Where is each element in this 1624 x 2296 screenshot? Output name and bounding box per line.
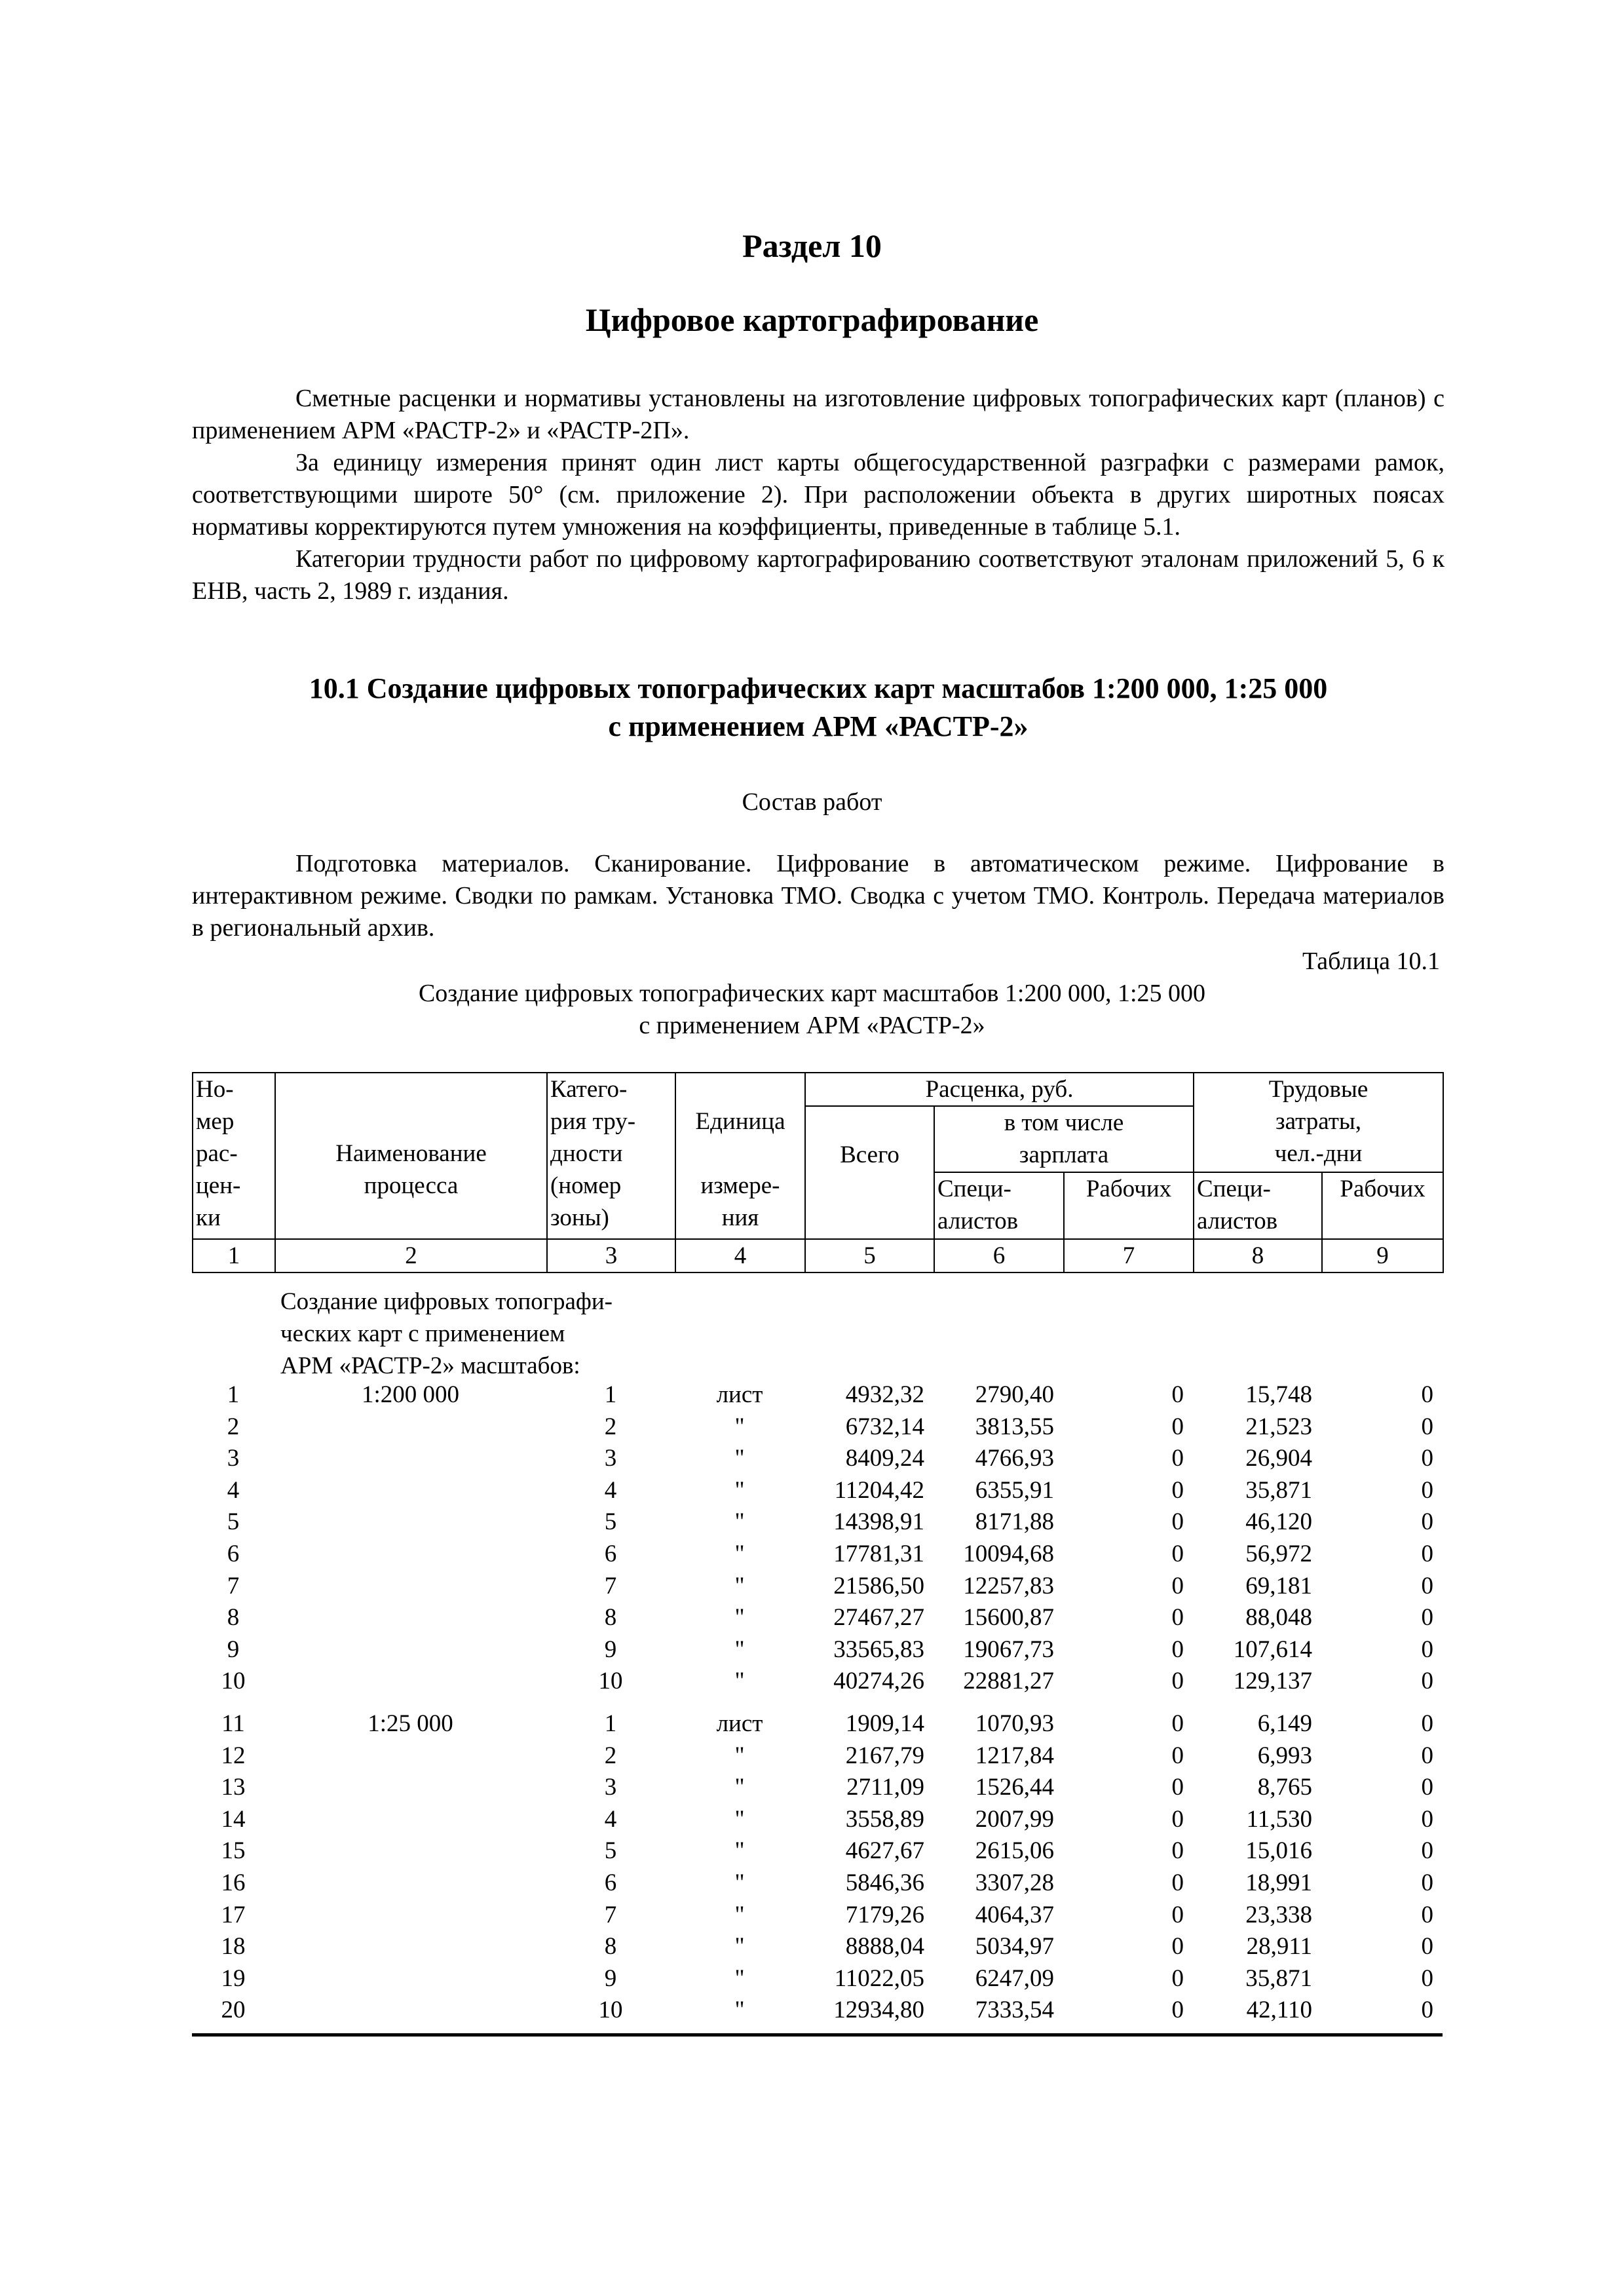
price-total: 33565,83 (833, 1636, 924, 1663)
unit: лист (716, 1710, 763, 1737)
price-specialists: 2790,40 (975, 1381, 1054, 1408)
difficulty-category: 9 (604, 1964, 617, 1992)
labor-specialists: 69,181 (1245, 1572, 1312, 1599)
labor-specialists: 23,338 (1245, 1901, 1312, 1928)
unit: " (734, 1604, 745, 1632)
price-specialists: 8171,88 (975, 1508, 1054, 1536)
rate-number: 10 (221, 1668, 246, 1695)
unit: " (734, 1869, 745, 1896)
difficulty-category: 6 (604, 1540, 617, 1567)
column-number: 8 (1194, 1239, 1322, 1272)
table-row (192, 1379, 1443, 1411)
process-name (274, 1474, 546, 1506)
labor-specialists: 6,149 (1257, 1710, 1312, 1737)
labor-workers: 0 (1421, 1445, 1433, 1472)
labor-specialists: 6,993 (1257, 1742, 1312, 1769)
table-row (192, 1442, 1443, 1474)
labor-workers: 0 (1421, 1742, 1433, 1769)
process-name (274, 1442, 546, 1474)
rate-number: 18 (221, 1933, 246, 1961)
price-workers: 0 (1171, 1445, 1184, 1472)
price-workers: 0 (1171, 1572, 1184, 1599)
intro-paragraph: Сметные расценки и нормативы установлены на изготовление цифровых топографических карт (планов) с применением АРМ «РАСТР-2» и «РАСТР-2П». (192, 385, 1445, 444)
labor-workers: 0 (1421, 1837, 1433, 1865)
difficulty-category: 5 (604, 1837, 617, 1865)
column-number: 6 (934, 1239, 1064, 1272)
difficulty-category: 3 (604, 1445, 617, 1472)
labor-workers: 0 (1421, 1413, 1433, 1440)
price-specialists: 6355,91 (975, 1476, 1054, 1504)
labor-specialists: 46,120 (1245, 1508, 1312, 1536)
column-number: 2 (275, 1239, 547, 1272)
intro-paragraph: За единицу измерения принят один лист карты общегосударственной разграфки с размерами рамок, соответствующими широте 50° (см. приложение 2). При расположении объекта в других широтных поясах нормативы корректируются путем умножения на коэффициенты, приведенные в таблице 5.1. (192, 449, 1445, 541)
rate-number: 9 (227, 1636, 240, 1663)
labor-specialists: 28,911 (1246, 1933, 1312, 1961)
price-total: 27467,27 (833, 1604, 924, 1632)
table-row (192, 1740, 1443, 1772)
labor-workers: 0 (1421, 1933, 1433, 1961)
unit: " (734, 1805, 745, 1833)
price-workers: 0 (1171, 1933, 1184, 1961)
labor-specialists: 107,614 (1233, 1636, 1312, 1663)
header-labor: Трудовые затраты, чел.-дни (1194, 1073, 1443, 1172)
difficulty-category: 4 (604, 1805, 617, 1833)
rate-number: 2 (227, 1413, 240, 1440)
difficulty-category: 10 (598, 1668, 623, 1695)
unit: " (734, 1445, 745, 1472)
table-caption-line2: с применением АРМ «РАСТР-2» (639, 1012, 985, 1039)
difficulty-category: 5 (604, 1508, 617, 1536)
process-name (274, 1634, 546, 1666)
process-name (274, 1601, 546, 1634)
process-name (274, 1538, 546, 1570)
intro-paragraph: Категории трудности работ по цифровому картографированию соответствуют эталонам приложений 5, 6 к ЕНВ, часть 2, 1989 г. издания. (192, 545, 1445, 605)
difficulty-category: 9 (604, 1636, 617, 1663)
price-specialists: 22881,27 (963, 1668, 1054, 1695)
subsection-heading-line1: 10.1 Создание цифровых топографических карт масштабов 1:200 000, 1:25 000 (309, 672, 1328, 704)
price-workers: 0 (1171, 1964, 1184, 1992)
rate-number: 14 (221, 1805, 246, 1833)
labor-workers: 0 (1421, 1476, 1433, 1504)
price-total: 4932,32 (845, 1381, 924, 1408)
unit: " (734, 1668, 745, 1695)
process-name (274, 1506, 546, 1538)
price-specialists: 3813,55 (975, 1413, 1054, 1440)
price-total: 5846,36 (845, 1869, 924, 1896)
price-workers: 0 (1171, 1508, 1184, 1536)
price-total: 11022,05 (834, 1964, 924, 1992)
table-row (192, 1835, 1443, 1867)
labor-specialists: 11,530 (1246, 1805, 1312, 1833)
header-unit: Единица измере- ния (675, 1073, 805, 1239)
unit: " (734, 1413, 745, 1440)
price-total: 1909,14 (845, 1710, 924, 1737)
group-intro: Создание цифровых топографи- ческих карт с применением АРМ «РАСТР-2» масштабов: (280, 1288, 613, 1379)
labor-specialists: 8,765 (1257, 1774, 1312, 1801)
rate-number: 4 (227, 1476, 240, 1504)
price-total: 3558,89 (845, 1805, 924, 1833)
header-incl-salary: в том числе зарплата (934, 1106, 1194, 1172)
unit: " (734, 1742, 745, 1769)
labor-specialists: 35,871 (1245, 1964, 1312, 1992)
process-name (274, 1411, 546, 1443)
difficulty-category: 2 (604, 1413, 617, 1440)
unit: " (734, 1933, 745, 1961)
rate-number: 19 (221, 1964, 246, 1992)
price-workers: 0 (1171, 1805, 1184, 1833)
rate-number: 12 (221, 1742, 246, 1769)
labor-workers: 0 (1421, 1572, 1433, 1599)
price-specialists: 3307,28 (975, 1869, 1054, 1896)
process-name (274, 1930, 546, 1962)
labor-workers: 0 (1421, 1805, 1433, 1833)
subsection-heading-line2: с применением АРМ «РАСТР-2» (608, 710, 1029, 742)
table-bottom-rule (192, 2033, 1443, 2037)
column-number: 3 (547, 1239, 675, 1272)
price-specialists: 7333,54 (975, 1997, 1054, 2024)
price-workers: 0 (1171, 1837, 1184, 1865)
labor-workers: 0 (1421, 1604, 1433, 1632)
column-number: 7 (1064, 1239, 1194, 1272)
price-specialists: 1070,93 (975, 1710, 1054, 1737)
table-row (192, 1930, 1443, 1962)
header-category: Катего- рия тру- дности (номер зоны) (547, 1073, 675, 1239)
unit: " (734, 1997, 745, 2024)
price-specialists: 5034,97 (975, 1933, 1054, 1961)
labor-workers: 0 (1421, 1869, 1433, 1896)
labor-specialists: 15,016 (1245, 1837, 1312, 1865)
price-specialists: 1217,84 (975, 1742, 1054, 1769)
price-specialists: 15600,87 (963, 1604, 1054, 1632)
table-row (192, 1506, 1443, 1538)
process-name (274, 1771, 546, 1803)
labor-specialists: 26,904 (1245, 1445, 1312, 1472)
price-total: 21586,50 (833, 1572, 924, 1599)
difficulty-category: 10 (598, 1997, 623, 2024)
price-specialists: 10094,68 (963, 1540, 1054, 1567)
price-workers: 0 (1171, 1997, 1184, 2024)
price-total: 2711,09 (846, 1774, 924, 1801)
labor-workers: 0 (1421, 1964, 1433, 1992)
price-workers: 0 (1171, 1901, 1184, 1928)
price-specialists: 2615,06 (975, 1837, 1054, 1865)
process-name (274, 1740, 546, 1772)
labor-workers: 0 (1421, 1508, 1433, 1536)
header-labor-workers: Рабочих (1322, 1172, 1443, 1239)
process-name (274, 1994, 546, 2026)
unit: " (734, 1508, 745, 1536)
labor-specialists: 35,871 (1245, 1476, 1312, 1504)
difficulty-category: 2 (604, 1742, 617, 1769)
price-workers: 0 (1171, 1604, 1184, 1632)
difficulty-category: 7 (604, 1901, 617, 1928)
rate-number: 5 (227, 1508, 240, 1536)
labor-workers: 0 (1421, 1381, 1433, 1408)
price-workers: 0 (1171, 1869, 1184, 1896)
labor-specialists: 42,110 (1246, 1997, 1312, 2024)
header-labor-specialists: Специ- алистов (1194, 1172, 1322, 1239)
price-specialists: 4766,93 (975, 1445, 1054, 1472)
table-row (192, 1994, 1443, 2026)
table-row (192, 1601, 1443, 1634)
price-workers: 0 (1171, 1710, 1184, 1737)
unit: " (734, 1636, 745, 1663)
column-number-row (193, 1239, 1443, 1272)
unit: лист (716, 1381, 763, 1408)
rate-number: 8 (227, 1604, 240, 1632)
unit: " (734, 1901, 745, 1928)
rate-number: 6 (227, 1540, 240, 1567)
difficulty-category: 4 (604, 1476, 617, 1504)
price-specialists: 2007,99 (975, 1805, 1054, 1833)
price-total: 8409,24 (845, 1445, 924, 1472)
price-total: 11204,42 (834, 1476, 924, 1504)
price-total: 6732,14 (845, 1413, 924, 1440)
rate-number: 1 (227, 1381, 240, 1408)
unit: " (734, 1540, 745, 1567)
labor-specialists: 129,137 (1233, 1668, 1312, 1695)
composition-title: Состав работ (742, 788, 882, 816)
unit: " (734, 1837, 745, 1865)
price-total: 17781,31 (833, 1540, 924, 1567)
process-name (274, 1570, 546, 1602)
difficulty-category: 3 (604, 1774, 617, 1801)
labor-workers: 0 (1421, 1997, 1433, 2024)
column-number: 1 (193, 1239, 275, 1272)
table-header (192, 1072, 1444, 1273)
labor-specialists: 88,048 (1245, 1604, 1312, 1632)
price-workers: 0 (1171, 1742, 1184, 1769)
price-total: 40274,26 (833, 1668, 924, 1695)
table-row (192, 1708, 1443, 1740)
intro-paragraphs (192, 383, 1445, 607)
labor-workers: 0 (1421, 1901, 1433, 1928)
rate-number: 3 (227, 1445, 240, 1472)
unit: " (734, 1476, 745, 1504)
price-workers: 0 (1171, 1636, 1184, 1663)
price-specialists: 12257,83 (963, 1572, 1054, 1599)
difficulty-category: 8 (604, 1604, 617, 1632)
column-number: 9 (1322, 1239, 1443, 1272)
rate-number: 13 (221, 1774, 246, 1801)
rate-number: 17 (221, 1901, 246, 1928)
labor-specialists: 18,991 (1245, 1869, 1312, 1896)
subsection-heading (192, 670, 1445, 746)
table-number: Таблица 10.1 (1302, 947, 1440, 975)
table-row (192, 1803, 1443, 1835)
price-workers: 0 (1171, 1668, 1184, 1695)
price-total: 2167,79 (845, 1742, 924, 1769)
section-subtitle: Цифровое картографирование (585, 301, 1039, 338)
difficulty-category: 1 (604, 1710, 617, 1737)
process-name (274, 1665, 546, 1697)
composition-paragraph: Подготовка материалов. Сканирование. Цифрование в автоматическом режиме. Цифрование в интерактивном режиме. Сводки по рамкам. Установка ТМО. Сводка с учетом ТМО. Контроль. Передача материалов в региональный архив. (192, 850, 1445, 942)
header-total: Всего (805, 1106, 934, 1239)
process-name (274, 1962, 546, 1995)
labor-specialists: 15,748 (1245, 1381, 1312, 1408)
table-row (192, 1899, 1443, 1931)
labor-workers: 0 (1421, 1668, 1433, 1695)
rate-number: 20 (221, 1997, 246, 2024)
section-title: Раздел 10 (742, 227, 882, 264)
rate-number: 15 (221, 1837, 246, 1865)
table-row (192, 1665, 1443, 1697)
price-specialists: 4064,37 (975, 1901, 1054, 1928)
composition-text (192, 848, 1445, 944)
process-name (274, 1835, 546, 1867)
price-workers: 0 (1171, 1381, 1184, 1408)
table-row (192, 1570, 1443, 1602)
labor-specialists: 56,972 (1245, 1540, 1312, 1567)
difficulty-category: 1 (604, 1381, 617, 1408)
process-name (274, 1899, 546, 1931)
price-total: 7179,26 (845, 1901, 924, 1928)
price-workers: 0 (1171, 1540, 1184, 1567)
table-caption (0, 978, 1624, 1042)
header-num: Но- мер рас- цен- ки (193, 1073, 275, 1239)
table-caption-line1: Создание цифровых топографических карт масштабов 1:200 000, 1:25 000 (418, 980, 1206, 1007)
difficulty-category: 6 (604, 1869, 617, 1896)
header-name: Наименование процесса (275, 1073, 547, 1239)
difficulty-category: 8 (604, 1933, 617, 1961)
table-row (192, 1867, 1443, 1899)
price-workers: 0 (1171, 1774, 1184, 1801)
price-total: 4627,67 (845, 1837, 924, 1865)
difficulty-category: 7 (604, 1572, 617, 1599)
header-price-workers: Рабочих (1064, 1172, 1194, 1239)
price-workers: 0 (1171, 1413, 1184, 1440)
unit: " (734, 1964, 745, 1992)
header-price: Расценка, руб. (805, 1073, 1194, 1106)
price-specialists: 6247,09 (975, 1964, 1054, 1992)
price-specialists: 19067,73 (963, 1636, 1054, 1663)
table-row (192, 1538, 1443, 1570)
column-number: 5 (805, 1239, 934, 1272)
unit: " (734, 1774, 745, 1801)
rate-number: 11 (221, 1710, 245, 1737)
labor-specialists: 21,523 (1245, 1413, 1312, 1440)
process-name (274, 1803, 546, 1835)
labor-workers: 0 (1421, 1710, 1433, 1737)
labor-workers: 0 (1421, 1774, 1433, 1801)
price-total: 8888,04 (845, 1933, 924, 1961)
table-row (192, 1411, 1443, 1443)
table-row (192, 1962, 1443, 1995)
header-price-specialists: Специ- алистов (934, 1172, 1064, 1239)
price-specialists: 1526,44 (975, 1774, 1054, 1801)
process-name: 1:25 000 (368, 1710, 453, 1737)
process-name (274, 1867, 546, 1899)
price-workers: 0 (1171, 1476, 1184, 1504)
process-name: 1:200 000 (361, 1381, 460, 1408)
unit: " (734, 1572, 745, 1599)
price-total: 14398,91 (833, 1508, 924, 1536)
labor-workers: 0 (1421, 1540, 1433, 1567)
rate-number: 7 (227, 1572, 240, 1599)
table-row (192, 1634, 1443, 1666)
table-row (192, 1474, 1443, 1506)
table-row (192, 1771, 1443, 1803)
price-total: 12934,80 (833, 1997, 924, 2024)
labor-workers: 0 (1421, 1636, 1433, 1663)
column-number: 4 (675, 1239, 805, 1272)
rate-number: 16 (221, 1869, 246, 1896)
